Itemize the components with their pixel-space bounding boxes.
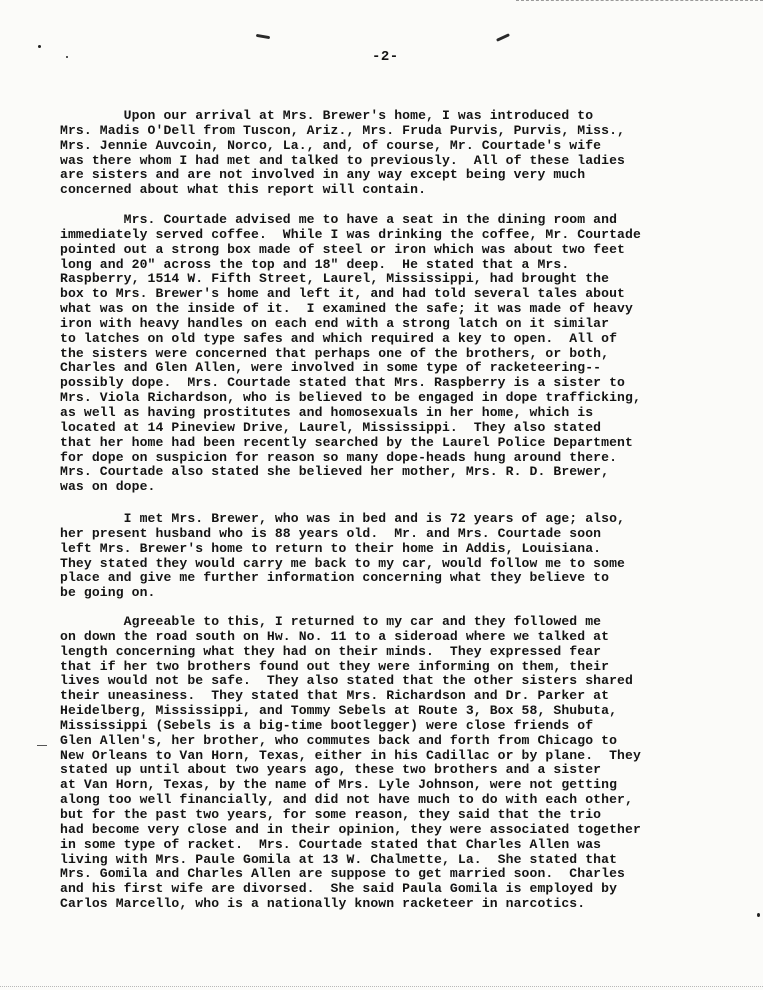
margin-mark [37,745,47,746]
scan-speck [757,913,760,917]
paragraph: Upon our arrival at Mrs. Brewer's home, I was introduced to Mrs. Madis O'Dell from Tuscon, Ariz., Mrs. Fruda Purvis, Purvis, Miss., Mrs. Jennie Auvcoin, Norco, La., and, of course, Mr. Courtade's wife was there whom I had met and talked to previously. All of these ladies are sisters and are not involved in any way except being very much concerned about what this report will contain. [60,108,625,198]
paragraph: Agreeable to this, I returned to my car and they followed me on down the road south on Hw. No. 11 to a sideroad where we talked at length concerning what they had on their minds. They expressed fear that if her two brothers found out they were informing on them, their lives would not be safe. They also stated that the other sisters shared their uneasiness. They stated that Mrs. Richardson and Dr. Parker at Heidelberg, Mississippi, and Tommy Sebels at Route 3, Box 58, Shubuta, Mississippi (Sebels is a big-time bootlegger) were close friends of Glen Allen's, her brother, who commutes back and forth from Chicago to New Orleans to Van Horn, Texas, either in his Cadillac or by plane. They stated up until about two years ago, these two brothers and a sister at Van Horn, Texas, by the name of Mrs. Lyle Johnson, were not getting along too well financially, and did not have much to do with each other, but for the past two years, for some reason, they said that the trio had become very close and in their opinion, they were associated together in some type of racket. Mrs. Courtade stated that Charles Allen was living with Mrs. Paule Gomila at 13 W. Chalmette, La. She stated that Mrs. Gomila and Charles Allen are suppose to get married soon. Charles and his first wife are divorsed. She said Paula Gomila is employed by Carlos Marcello, who is a nationally known racketeer in narcotics. [60,614,641,912]
page-number: -2- [372,49,399,65]
paragraph: Mrs. Courtade advised me to have a seat in the dining room and immediately served coffee. While I was drinking the coffee, Mr. Courtade pointed out a strong box made of steel or iron which was about two feet long and 20" across the top and 18" deep. He stated that a Mrs. Raspberry, 1514 W. Fifth Street, Laurel, Mississippi, had brought the box to Mrs. Brewer's home and left it, and had told several tales about what was on the inside of it. I examined the safe; it was made of heavy iron with heavy handles on each end with a strong latch on it similar to latches on old type safes and which required a key to open. All of the sisters were concerned that perhaps one of the brothers, or both, Charles and Glen Allen, were involved in some type of racketeering-- possibly dope. Mrs. Courtade stated that Mrs. Raspberry is a sister to Mrs. Viola Richardson, who is believed to be engaged in dope trafficking, as well as having prostitutes and homosexuals in her home, which is located at 14 Pineview Drive, Laurel, Mississippi. They also stated that her home had been recently searched by the Laurel Police Department for dope on suspicion for reason so many dope-heads hung around there. Mrs. Courtade also stated she believed her mother, Mrs. R. D. Brewer, was on dope. [60,212,641,495]
paragraph: I met Mrs. Brewer, who was in bed and is 72 years of age; also, her present husband who is 88 years old. Mr. and Mrs. Courtade soon left Mrs. Brewer's home to return to their home in Addis, Louisiana. They stated they would carry me back to my car, would follow me to some place and give me further information concerning what they believe to be going on. [60,511,625,601]
scan-speck [38,45,41,48]
bottom-edge-artifact [0,986,763,990]
scan-mark [256,34,270,39]
scan-speck [66,56,68,58]
scan-mark [496,33,510,42]
top-edge-artifact [516,0,763,4]
